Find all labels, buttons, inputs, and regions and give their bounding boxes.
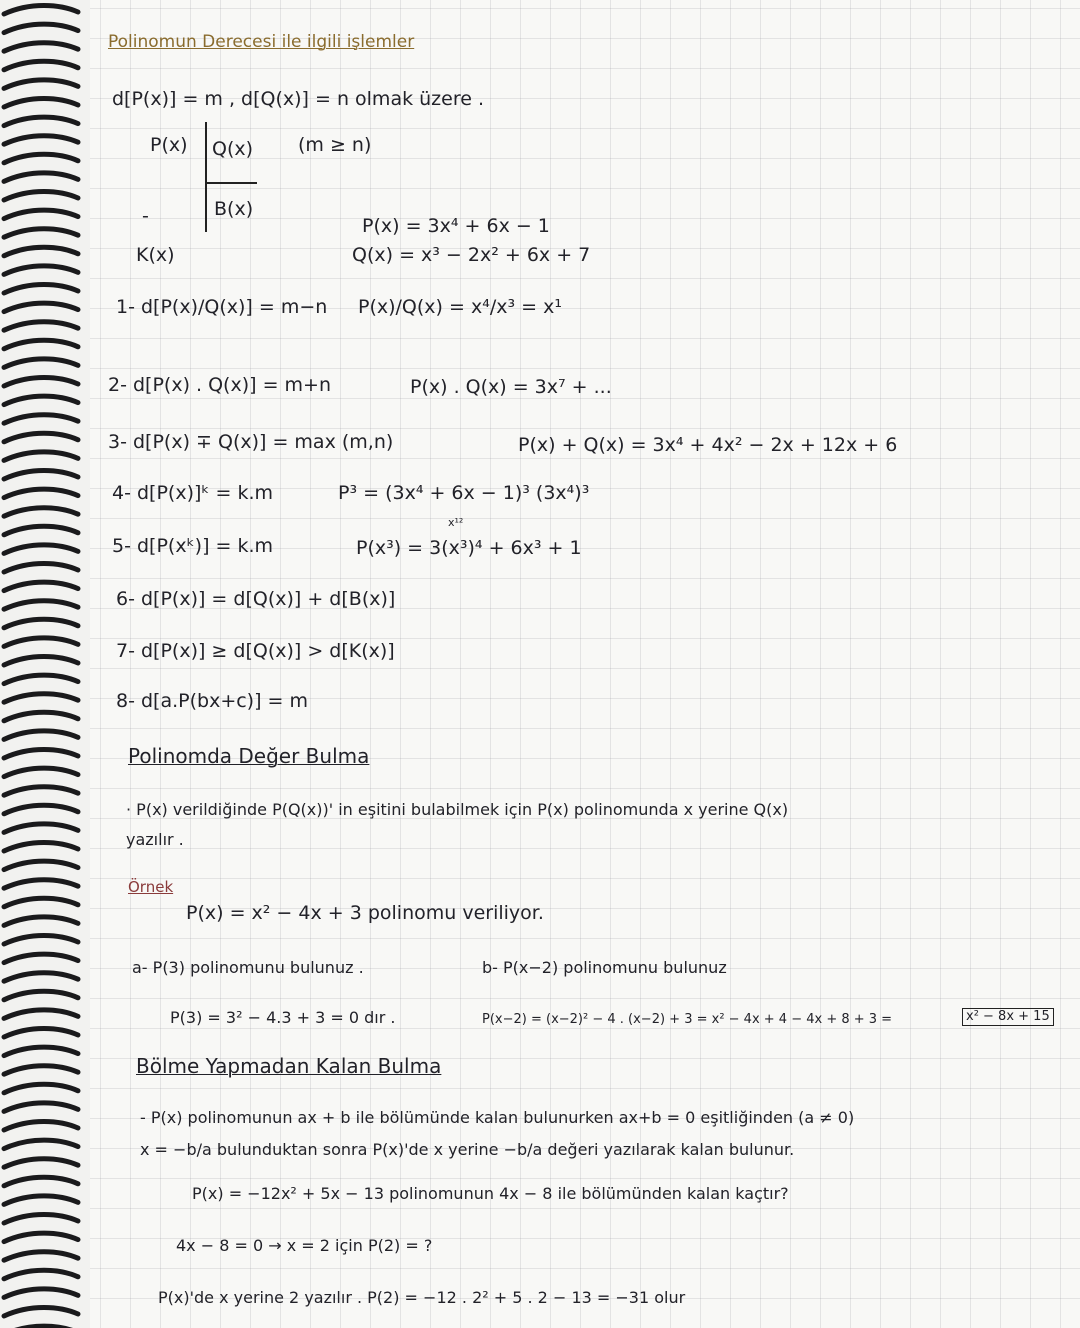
- value-section-heading: Polinomda Değer Bulma: [128, 744, 370, 768]
- division-dividend: P(x): [150, 134, 188, 156]
- ornek-a-question: a- P(3) polinomunu bulunuz .: [132, 958, 364, 977]
- rule-2: 2- d[P(x) . Q(x)] = m+n: [108, 374, 332, 396]
- remainder-step-2: P(x)'de x yerine 2 yazılır . P(2) = −12 . 2² + 5 . 2 − 13 = −31 olur: [158, 1288, 686, 1307]
- division-remainder: K(x): [136, 244, 175, 266]
- ornek-given: P(x) = x² − 4x + 3 polinomu veriliyor.: [186, 902, 544, 924]
- example-q-poly: Q(x) = x³ − 2x² + 6x + 7: [352, 244, 591, 266]
- rule-1: 1- d[P(x)/Q(x)] = m−n: [116, 296, 328, 318]
- rule-3-example: P(x) + Q(x) = 3x⁴ + 4x² − 2x + 12x + 6: [518, 434, 898, 456]
- division-quotient: B(x): [214, 198, 254, 220]
- intro-line: d[P(x)] = m , d[Q(x)] = n olmak üzere .: [112, 88, 484, 110]
- division-divisor: Q(x): [212, 138, 254, 160]
- ornek-b-question: b- P(x−2) polinomunu bulunuz: [482, 958, 727, 977]
- remainder-step-1: 4x − 8 = 0 → x = 2 için P(2) = ?: [176, 1236, 433, 1255]
- rule-1-example: P(x)/Q(x) = x⁴/x³ = x¹: [358, 296, 562, 318]
- division-condition: (m ≥ n): [298, 134, 372, 156]
- spiral-binding: [0, 0, 90, 1328]
- annotation: x¹²: [448, 516, 464, 529]
- rule-8: 8- d[a.P(bx+c)] = m: [116, 690, 309, 712]
- rule-5: 5- d[P(xᵏ)] = k.m: [112, 535, 274, 557]
- ornek-b-answer: P(x−2) = (x−2)² − 4 . (x−2) + 3 = x² − 4x + 4 − 4x + 8 + 3 =: [482, 1012, 893, 1027]
- value-section-text-1: · P(x) verildiğinde P(Q(x))' in eşitini bulabilmek için P(x) polinomunda x yerine Q(x): [126, 800, 789, 819]
- rule-3: 3- d[P(x) ∓ Q(x)] = max (m,n): [108, 431, 394, 453]
- rule-4: 4- d[P(x)]ᵏ = k.m: [112, 482, 274, 504]
- division-minus: -: [142, 205, 149, 227]
- value-section-text-2: yazılır .: [126, 830, 184, 849]
- rule-6: 6- d[P(x)] = d[Q(x)] + d[B(x)]: [116, 588, 396, 610]
- division-horizontal-bar: [205, 182, 257, 184]
- remainder-text-2: x = −b/a bulunduktan sonra P(x)'de x yerine −b/a değeri yazılarak kalan bulunur.: [140, 1140, 795, 1159]
- remainder-question: P(x) = −12x² + 5x − 13 polinomunun 4x − 8 ile bölümünden kalan kaçtır?: [192, 1184, 789, 1203]
- ornek-b-result: x² − 8x + 15: [962, 1008, 1054, 1026]
- example-p-poly: P(x) = 3x⁴ + 6x − 1: [362, 215, 550, 237]
- ornek-a-answer: P(3) = 3² − 4.3 + 3 = 0 dır .: [170, 1008, 396, 1027]
- division-vertical-bar: [205, 122, 207, 232]
- rule-7: 7- d[P(x)] ≥ d[Q(x)] > d[K(x)]: [116, 640, 395, 662]
- rule-4-example: P³ = (3x⁴ + 6x − 1)³ (3x⁴)³: [338, 482, 590, 504]
- ornek-label: Örnek: [128, 878, 174, 896]
- rule-5-example: P(x³) = 3(x³)⁴ + 6x³ + 1: [356, 537, 582, 559]
- rule-2-example: P(x) . Q(x) = 3x⁷ + ...: [410, 376, 612, 398]
- remainder-section-heading: Bölme Yapmadan Kalan Bulma: [136, 1054, 442, 1078]
- page-title: Polinomun Derecesi ile ilgili işlemler: [108, 32, 415, 52]
- remainder-text-1: - P(x) polinomunun ax + b ile bölümünde kalan bulunurken ax+b = 0 eşitliğinden (a ≠ 0): [140, 1108, 855, 1127]
